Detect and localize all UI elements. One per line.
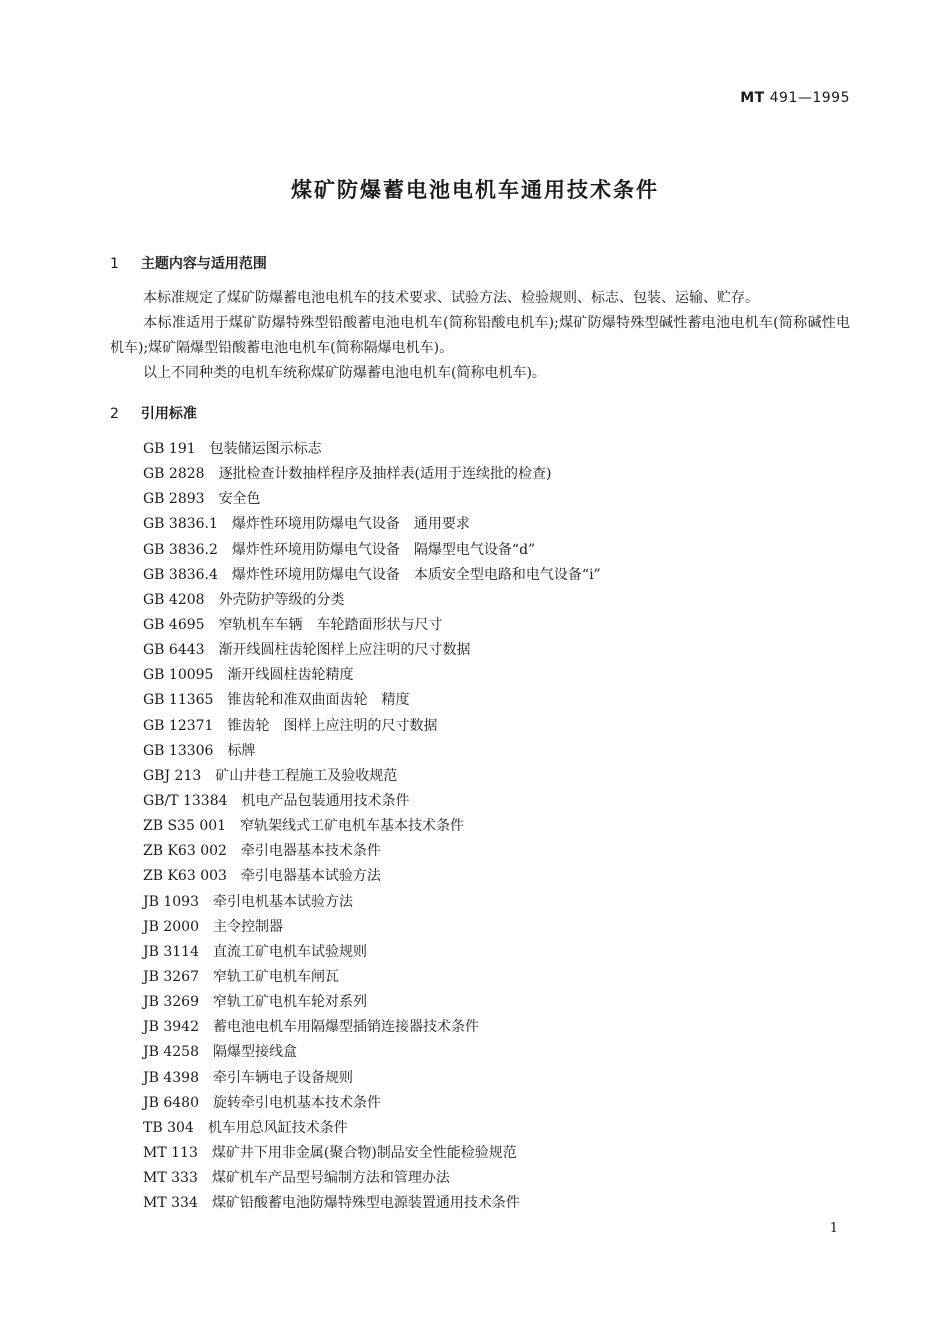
section-1-paragraph-1: 本标准规定了煤矿防爆蓄电池电机车的技术要求、试验方法、检验规则、标志、包装、运输、贮存。 (143, 290, 759, 306)
reference-item (143, 1091, 601, 1116)
reference-item (143, 789, 601, 814)
reference-item (143, 462, 601, 487)
section-1-number: 1 (110, 256, 119, 272)
reference-code: GB 2828 (143, 466, 205, 483)
section-1-paragraph-2: 本标准适用于煤矿防爆特殊型铅酸蓄电池电机车(简称铅酸电机车);煤矿防爆特殊型碱性蓄电池电机车(简称碱性电机车);煤矿隔爆型铅酸蓄电池电机车(简称隔爆电机车)。 (110, 315, 850, 356)
reference-code: JB 4258 (143, 1044, 199, 1061)
section-1-heading (110, 253, 267, 273)
reference-item (143, 1166, 601, 1191)
reference-item (143, 613, 601, 638)
reference-title: 渐开线圆柱齿轮精度 (227, 667, 354, 684)
reference-title: 煤矿铅酸蓄电池防爆特殊型电源装置通用技术条件 (211, 1195, 520, 1212)
reference-title: 矿山井巷工程施工及验收规范 (215, 767, 398, 784)
reference-title: 旋转牵引电机基本技术条件 (212, 1094, 381, 1111)
reference-code: JB 3114 (143, 943, 199, 960)
reference-item (143, 1040, 601, 1065)
reference-item (143, 839, 601, 864)
reference-title: 标牌 (227, 742, 256, 759)
reference-item (143, 487, 601, 512)
reference-title: 爆炸性环境用防爆电气设备 本质安全型电路和电气设备“i” (231, 566, 601, 583)
reference-item (143, 814, 601, 839)
reference-item (143, 714, 601, 739)
reference-title: 窄轨工矿电机车闸瓦 (212, 968, 339, 985)
reference-code: TB 304 (143, 1119, 194, 1136)
reference-code: GBJ 213 (143, 767, 202, 784)
reference-title: 牵引车辆电子设备规则 (212, 1069, 353, 1086)
reference-title: 机电产品包装通用技术条件 (241, 792, 410, 809)
reference-title: 外壳防护等级的分类 (218, 591, 345, 608)
reference-item (143, 990, 601, 1015)
reference-title: 渐开线圆柱齿轮图样上应注明的尺寸数据 (218, 642, 471, 659)
reference-code: JB 3942 (143, 1019, 199, 1036)
reference-code: JB 3267 (143, 968, 199, 985)
reference-code: JB 2000 (143, 918, 199, 935)
reference-item (143, 638, 601, 663)
reference-title: 窄轨机车车辆 车轮踏面形状与尺寸 (218, 616, 443, 633)
reference-item (143, 663, 601, 688)
reference-item (143, 512, 601, 537)
reference-code: MT 113 (143, 1144, 198, 1161)
reference-title: 锥齿轮 图样上应注明的尺寸数据 (227, 717, 438, 734)
section-2-heading (110, 403, 197, 423)
reference-title: 牵引电机基本试验方法 (212, 893, 353, 910)
reference-item (143, 864, 601, 889)
reference-item (143, 739, 601, 764)
reference-title: 窄轨架线式工矿电机车基本技术条件 (240, 818, 465, 835)
standard-code: 491—1995 (769, 90, 850, 106)
reference-title: 牵引电器基本技术条件 (240, 843, 381, 860)
reference-code: ZB K63 002 (143, 843, 227, 860)
reference-title: 爆炸性环境用防爆电气设备 通用要求 (231, 516, 470, 533)
reference-code: GB 191 (143, 441, 196, 457)
reference-code: GB 13306 (143, 742, 214, 759)
reference-title: 直流工矿电机车试验规则 (212, 943, 367, 960)
standard-prefix: MT (740, 90, 765, 106)
reference-title: 隔爆型接线盒 (212, 1044, 297, 1061)
reference-item (143, 940, 601, 965)
reference-code: JB 1093 (143, 893, 199, 910)
reference-code: ZB S35 001 (143, 818, 227, 835)
reference-code: MT 334 (143, 1195, 198, 1212)
reference-title: 煤矿井下用非金属(聚合物)制品安全性能检验规范 (211, 1144, 517, 1161)
reference-code: GB/T 13384 (143, 792, 228, 809)
reference-item (143, 1141, 601, 1166)
reference-item (143, 915, 601, 940)
standard-number (740, 90, 850, 106)
reference-item (143, 1116, 601, 1141)
reference-list (143, 437, 601, 1216)
reference-code: GB 10095 (143, 667, 214, 684)
reference-item (143, 764, 601, 789)
reference-item (143, 538, 601, 563)
reference-item (143, 688, 601, 713)
section-1-title: 主题内容与适用范围 (140, 256, 267, 272)
reference-item (143, 563, 601, 588)
reference-item (143, 965, 601, 990)
reference-code: GB 3836.1 (143, 516, 218, 533)
reference-code: GB 3836.2 (143, 541, 218, 558)
reference-item (143, 1191, 601, 1216)
reference-item (143, 1066, 601, 1091)
reference-code: GB 4695 (143, 616, 205, 633)
reference-item (143, 588, 601, 613)
reference-code: GB 2893 (143, 491, 205, 508)
reference-title: 锥齿轮和准双曲面齿轮 精度 (227, 692, 410, 709)
reference-code: ZB K63 003 (143, 868, 227, 885)
reference-title: 牵引电器基本试验方法 (240, 868, 381, 885)
reference-code: JB 3269 (143, 994, 199, 1011)
section-2-number: 2 (110, 406, 119, 422)
reference-item (143, 1015, 601, 1040)
reference-code: GB 11365 (143, 692, 214, 709)
reference-code: GB 4208 (143, 591, 205, 608)
section-2-title: 引用标准 (140, 406, 197, 422)
page-number: 1 (829, 1221, 838, 1236)
reference-code: GB 3836.4 (143, 566, 218, 583)
reference-title: 安全色 (218, 491, 261, 508)
document-title: 煤矿防爆蓄电池电机车通用技术条件 (291, 178, 659, 202)
reference-item (143, 437, 601, 462)
reference-code: MT 333 (143, 1170, 198, 1187)
reference-code: JB 6480 (143, 1094, 199, 1111)
reference-title: 爆炸性环境用防爆电气设备 隔爆型电气设备“d” (231, 541, 536, 558)
section-1-paragraph-3: 以上不同种类的电机车统称煤矿防爆蓄电池电机车(简称电机车)。 (143, 365, 546, 381)
reference-title: 窄轨工矿电机车轮对系列 (212, 994, 367, 1011)
reference-title: 主令控制器 (212, 918, 283, 935)
reference-item (143, 890, 601, 915)
reference-title: 机车用总风缸技术条件 (207, 1119, 348, 1136)
reference-title: 煤矿机车产品型号编制方法和管理办法 (211, 1170, 450, 1187)
reference-code: JB 4398 (143, 1069, 199, 1086)
reference-title: 逐批检查计数抽样程序及抽样表(适用于连续批的检查) (218, 466, 552, 483)
reference-code: GB 6443 (143, 642, 205, 659)
reference-title: 蓄电池电机车用隔爆型插销连接器技术条件 (212, 1019, 479, 1036)
reference-title: 包装储运图示标志 (209, 441, 322, 457)
reference-code: GB 12371 (143, 717, 214, 734)
